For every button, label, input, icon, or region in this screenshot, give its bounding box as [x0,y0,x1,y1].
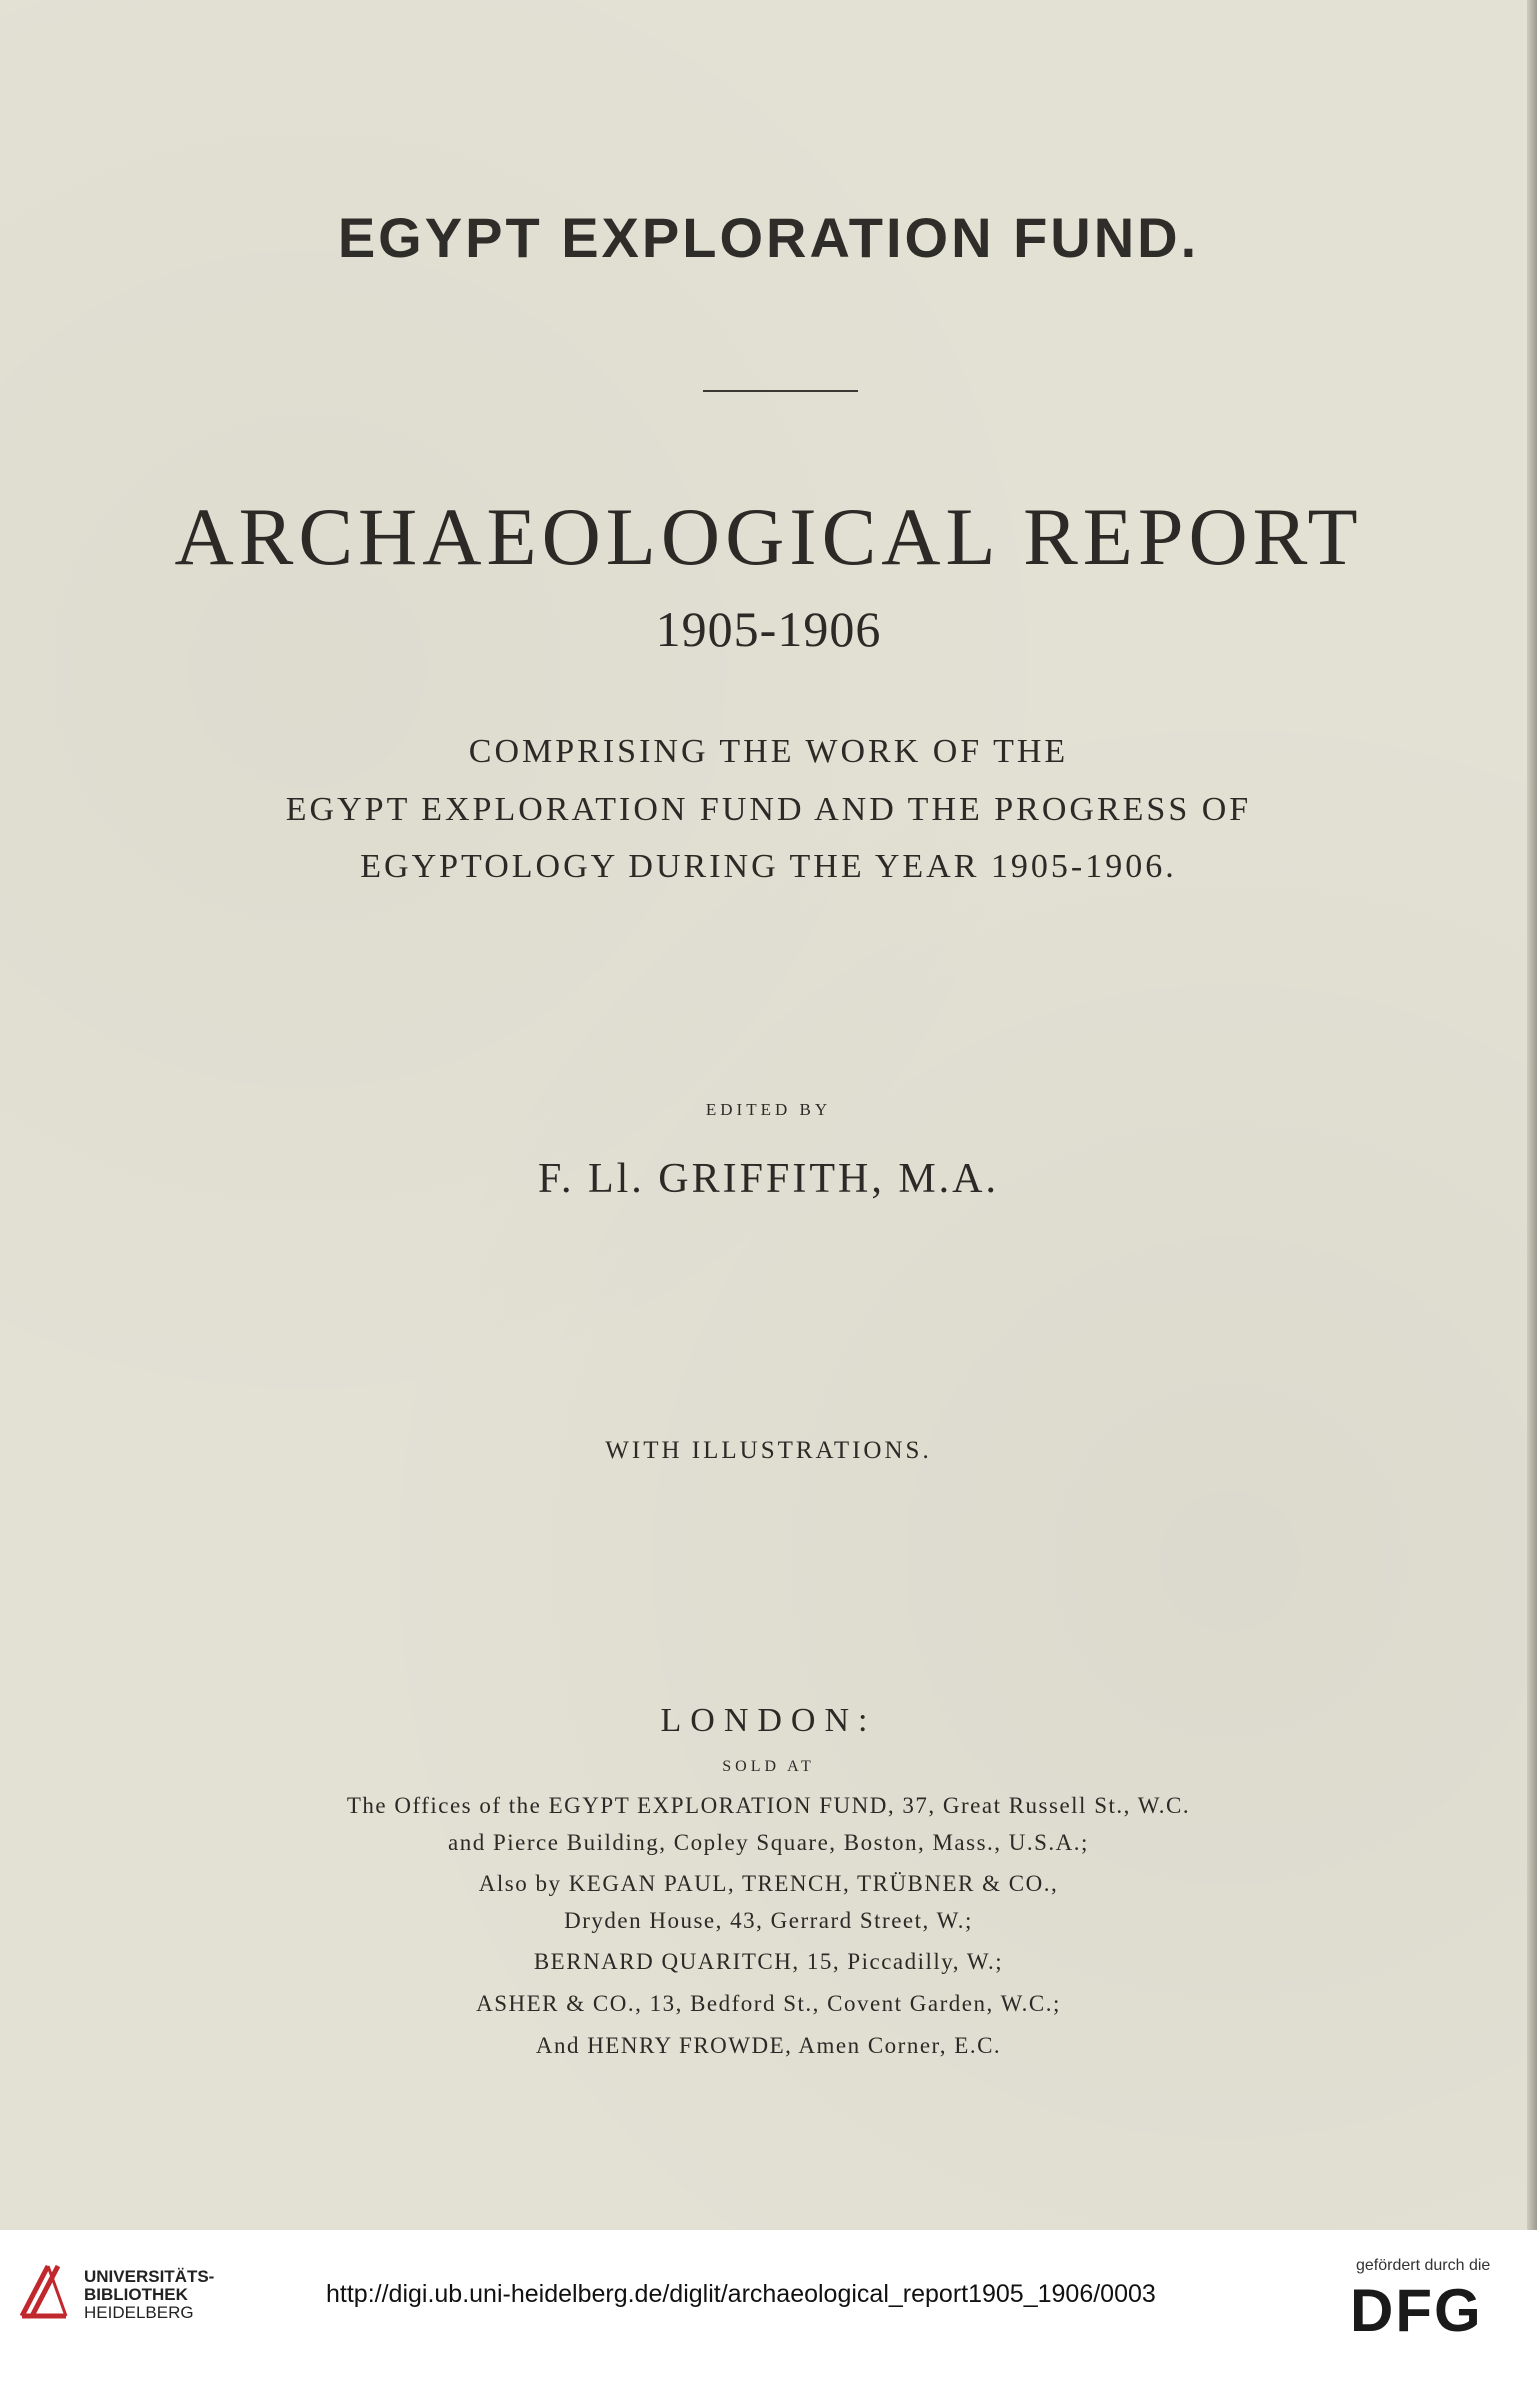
editor-name: F. Ll. GRIFFITH, M.A. [537,1156,999,1202]
imprint-city: LONDON: [660,1702,877,1739]
publisher-line: and Pierce Building, Copley Square, Boston, Mass., U.S.A.; [448,1830,1089,1855]
publisher-line: Also by KEGAN PAUL, TRENCH, TRÜBNER & CO., [478,1871,1059,1896]
dfg-logo: DFG [1350,2277,1483,2344]
description-line: EGYPTOLOGY DURING THE YEAR 1905-1906. [360,848,1177,885]
description-line: COMPRISING THE WORK OF THE [468,733,1069,770]
library-name-line: BIBLIOTHEK [84,2285,188,2304]
sold-at-label: SOLD AT [722,1758,815,1775]
publisher-line: ASHER & CO., 13, Bedford St., Covent Garden, W.C.; [476,1991,1061,2016]
publisher-line: The Offices of the EGYPT EXPLORATION FUND, 37, Great Russell St., W.C. [346,1793,1191,1818]
funded-by-label: gefördert durch die [1356,2257,1491,2274]
publisher-line: BERNARD QUARITCH, 15, Piccadilly, W.; [533,1949,1004,1974]
page-edge-shadow [1527,0,1537,2230]
university-library-name [84,2268,214,2322]
illustrations-note: WITH ILLUSTRATIONS. [605,1437,932,1464]
report-title: ARCHAEOLOGICAL REPORT [174,491,1363,582]
report-years: 1905-1906 [655,601,882,657]
library-name-line: UNIVERSITÄTS- [84,2267,215,2286]
description-line: EGYPT EXPLORATION FUND AND THE PROGRESS OF [285,791,1252,828]
title-divider [703,390,858,392]
publisher-line: Dryden House, 43, Gerrard Street, W.; [564,1908,973,1933]
edited-by-label: EDITED BY [705,1100,832,1119]
fund-title: EGYPT EXPLORATION FUND. [337,206,1200,269]
university-library-logo-icon [18,2262,70,2320]
publisher-line: And HENRY FROWDE, Amen Corner, E.C. [535,2033,1002,2058]
library-name-line: HEIDELBERG [84,2303,194,2322]
permalink-url[interactable]: http://digi.ub.uni-heidelberg.de/diglit/archaeological_report1905_1906/0003 [326,2280,1156,2308]
